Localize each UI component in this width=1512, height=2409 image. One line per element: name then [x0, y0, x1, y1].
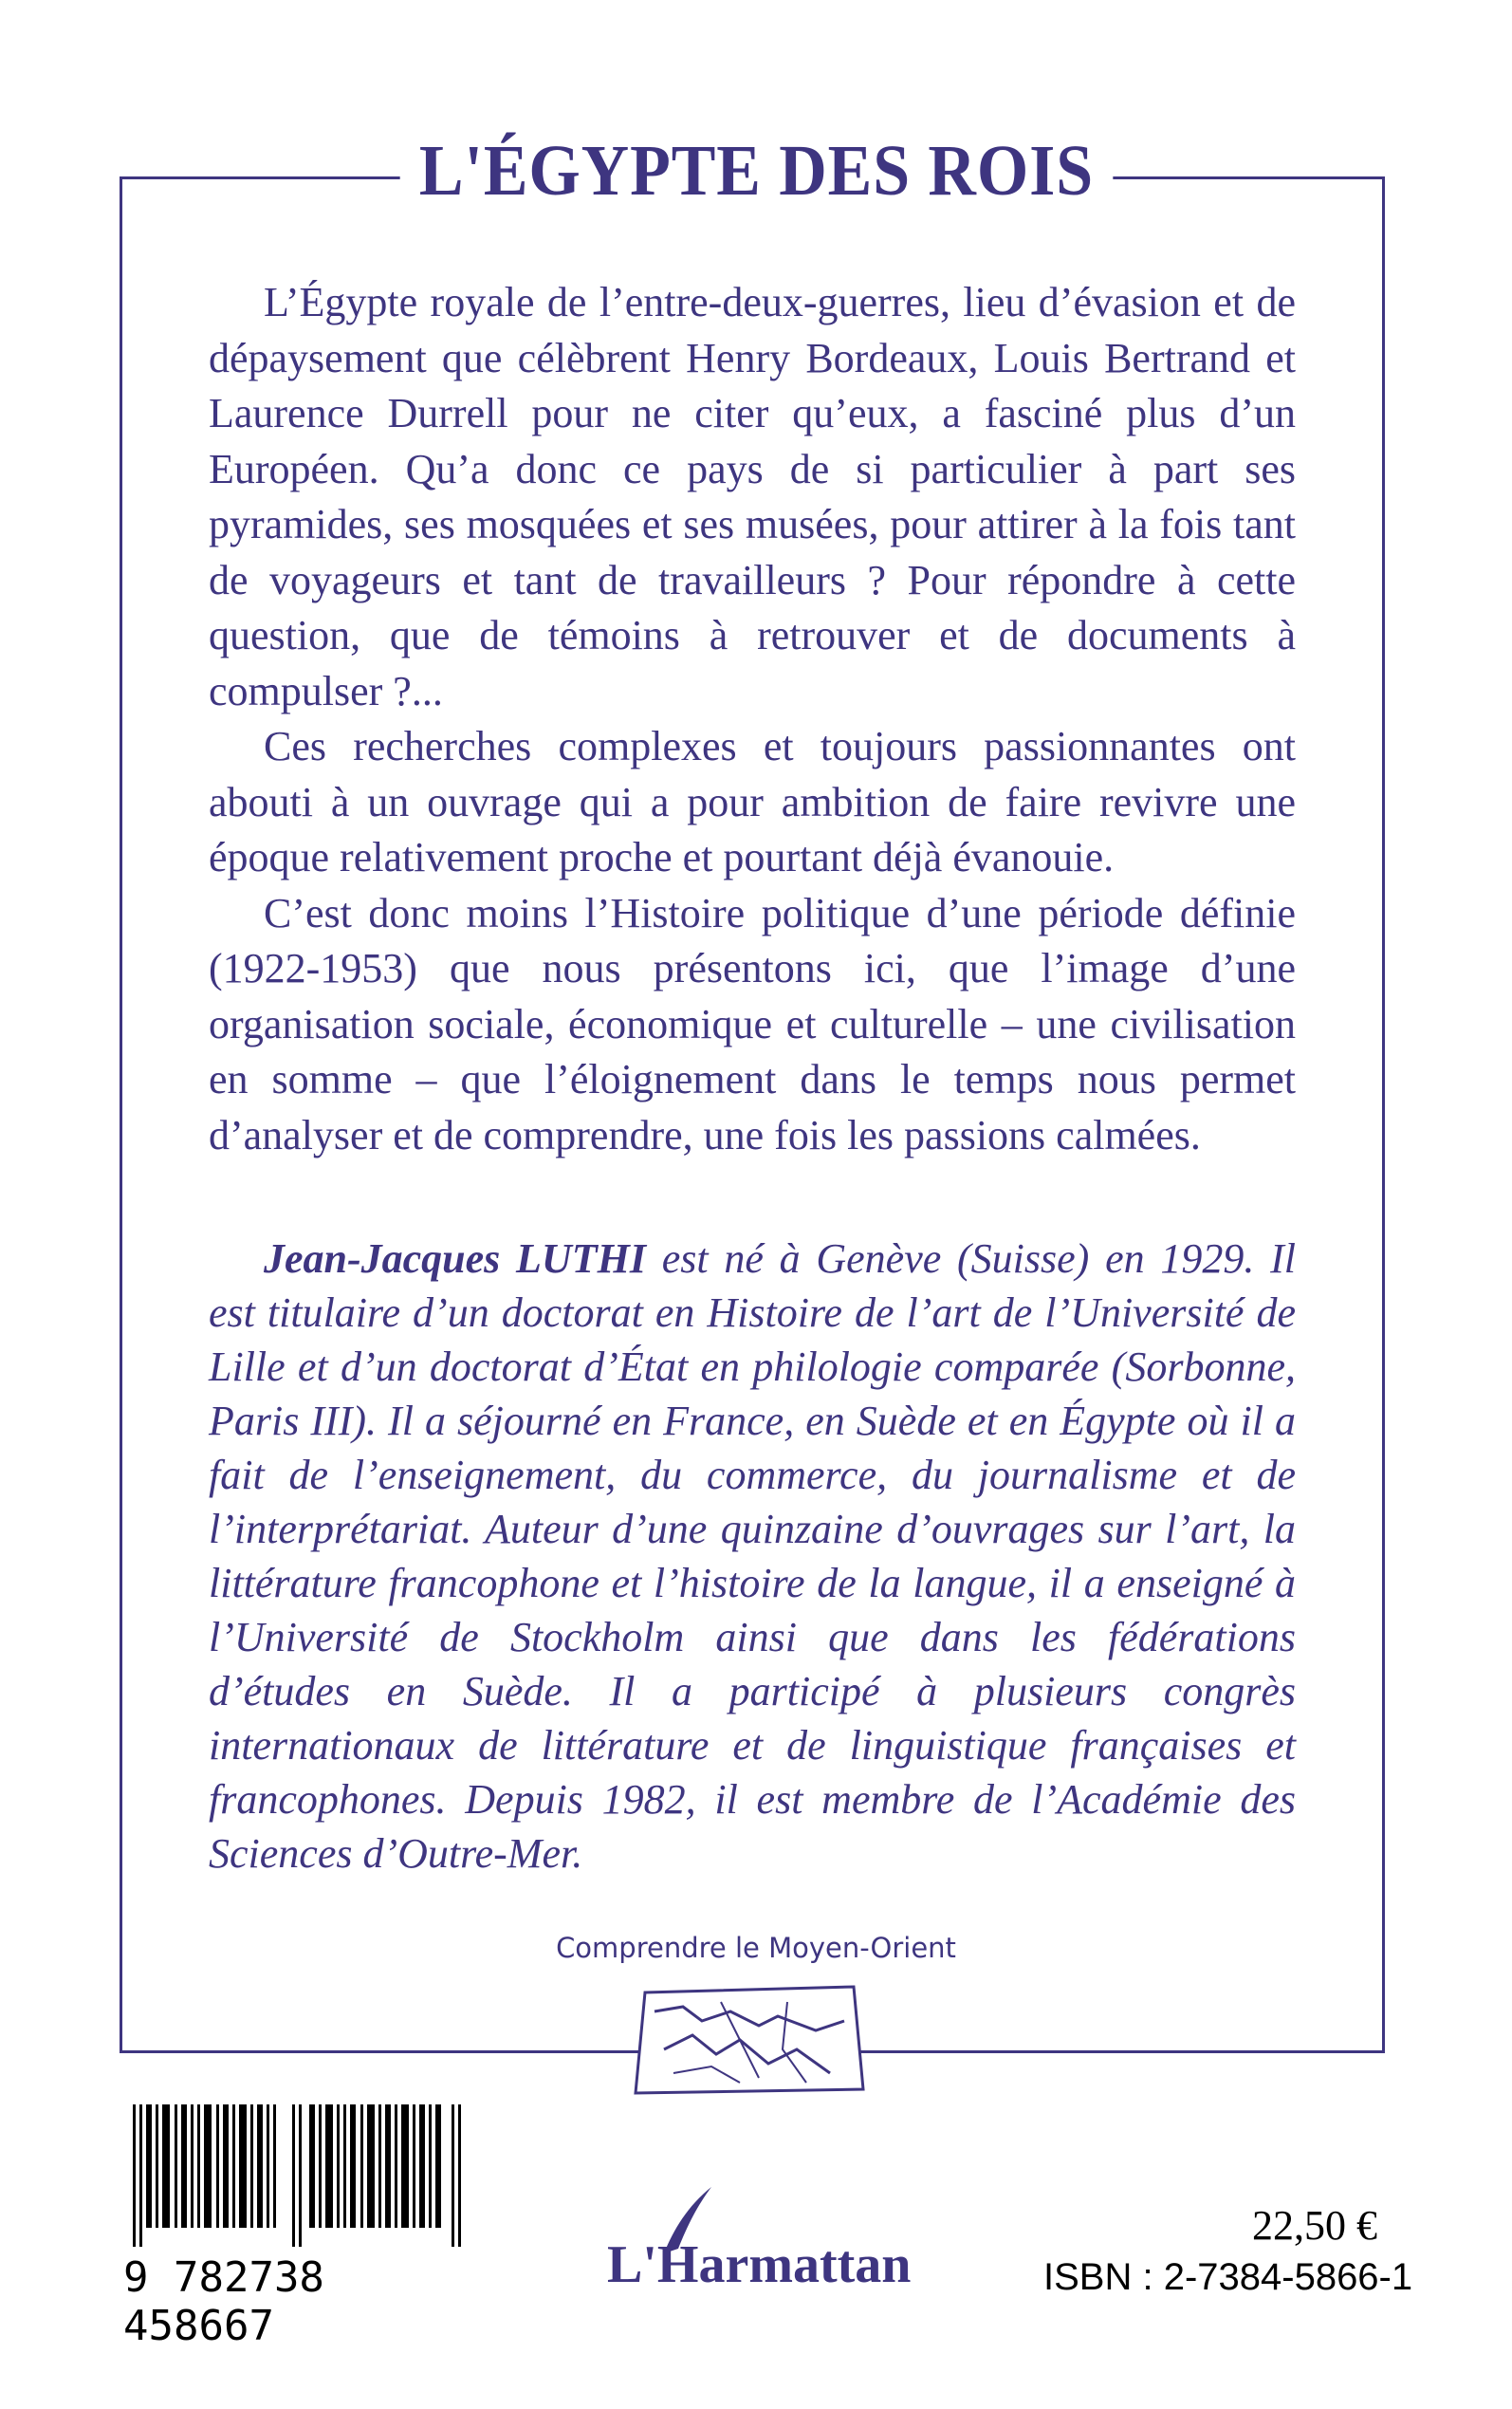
barcode-number: 9 782738 458667 — [123, 2253, 324, 2350]
synopsis-paragraph-3: C’est donc moins l’Histoire politique d’une période définie (1922-1953) que nous présentons ici, que l’image d’une organisation sociale, économique et culturelle – une civilisation en somme – que l’éloignement dans le temps nous permet d’analyser et de comprendre, une fois les passions calmées. — [209, 889, 1296, 1158]
synopsis-paragraph-1: L’Égypte royale de l’entre-deux-guerres, lieu d’évasion et de dépaysement que célèbrent Henry Bordeaux, Louis Bertrand et Laurence Durrell pour ne citer qu’eux, a fasciné plus d’un Européen. Qu’a donc ce pays de si particulier à part ses pyramides, ses mosquées et ses musées, pour attirer à la fois tant de voyageurs et tant de travailleurs ? Pour répondre à cette question, que de témoins à retrouver et de documents à compulser ?... — [209, 279, 1296, 714]
book-title: L'ÉGYPTE DES ROIS — [399, 123, 1113, 218]
author-bio-text: est né à Genève (Suisse) en 1929. Il est titulaire d’un doctorat en Histoire de l’art de l’Université de Lille et d’un doctorat d’État en philologie comparée (Sorbonne, Paris III). Il a séjourné en France, en Suède et en Égypte où il a fait de l’enseignement, du commerce, du journalisme et de l’interprétariat. Auteur d’une quinzaine d’ouvrages sur l’art, la littérature francophone et l’histoire de la langue, il a enseigné à l’Université de Stockholm ainsi que dans les fédérations d’études en Suède. Il a participé à plusieurs congrès internationaux de littérature et de linguistique françaises et francophones. Depuis 1982, il est membre de l’Académie des Sciences d’Outre-Mer. — [209, 1235, 1296, 1877]
series-map-icon — [626, 1983, 873, 2097]
author-name: Jean-Jacques LUTHI — [264, 1235, 646, 1282]
synopsis — [209, 275, 1296, 1163]
series-name: Comprendre le Moyen-Orient — [556, 1932, 956, 1964]
price: 22,50 € — [1252, 2202, 1377, 2249]
barcode — [133, 2104, 465, 2247]
publisher-name: L'Harmattan — [607, 2235, 912, 2294]
isbn: ISBN : 2-7384-5866-1 — [1043, 2256, 1413, 2298]
title-wrap — [0, 123, 1512, 218]
author-bio — [209, 1232, 1296, 1881]
synopsis-paragraph-2: Ces recherches complexes et toujours passionnantes ont abouti à un ouvrage qui a pour ambition de faire revivre une époque relativement proche et pourtant déjà évanouie. — [209, 723, 1296, 880]
